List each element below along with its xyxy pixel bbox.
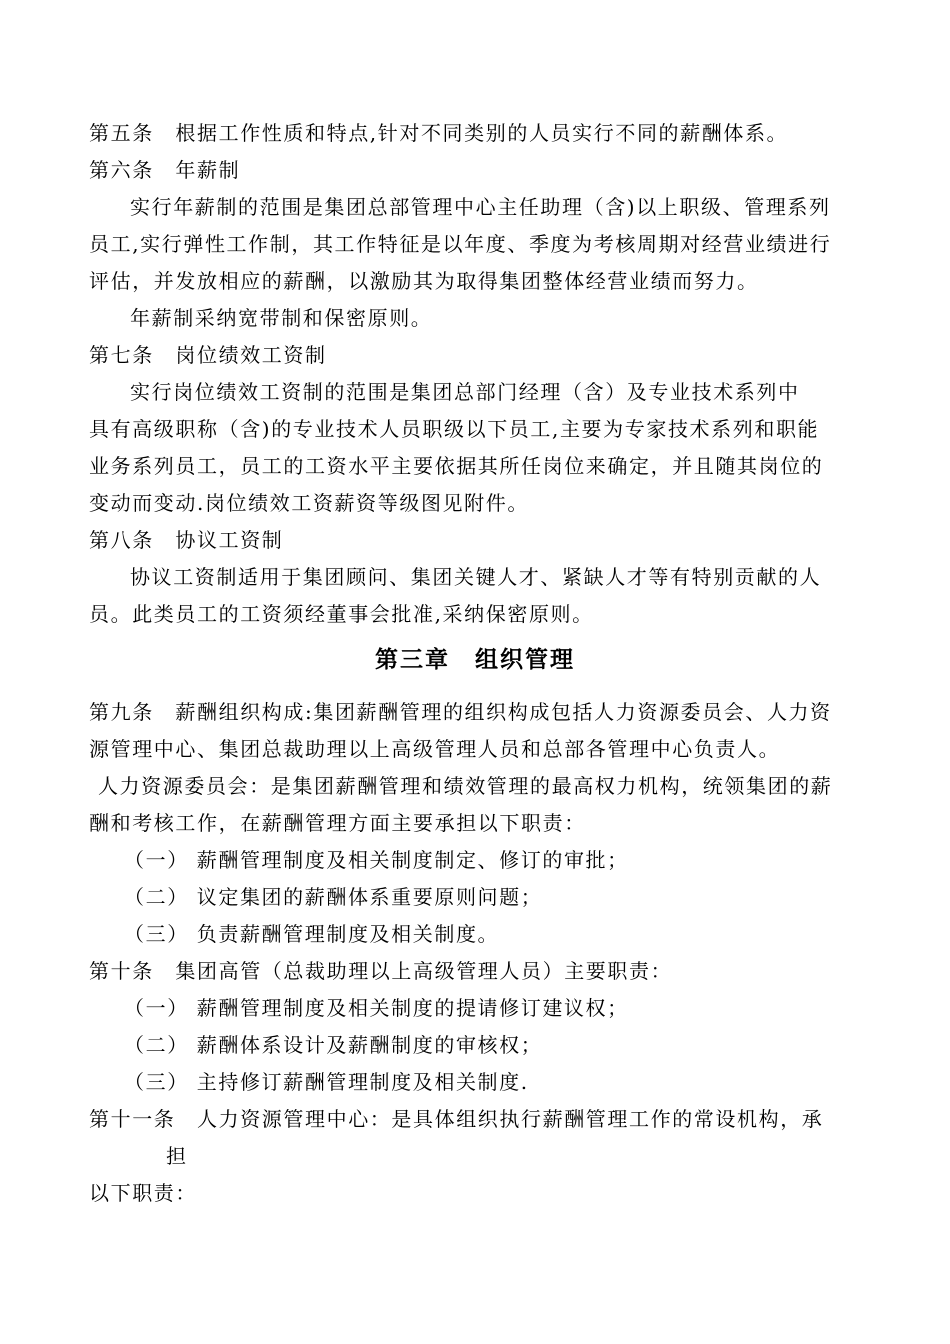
article-6-title: 第六条 年薪制 [89,158,241,182]
chapter-heading: 第三章 组织管理 [375,647,575,673]
article-7-paragraph-line: 业务系列员工，员工的工资水平主要依据其所任岗位来确定，并且随其岗位的 [89,454,824,478]
article-6-paragraph-line: 评估，并发放相应的薪酬，以激励其为取得集团整体经营业绩而努力。 [89,269,759,293]
article-9-line: 源管理中心、集团总裁助理以上高级管理人员和总部各管理中心负责人。 [89,737,781,761]
article-6-paragraph-line: 实行年薪制的范围是集团总部管理中心主任助理（含)以上职级、管理系列 [130,195,831,219]
list-item: （一） 薪酬管理制度及相关制度制定、修订的审批； [124,848,629,872]
list-item: （二） 薪酬体系设计及薪酬制度的审核权； [124,1033,543,1057]
article-9: 第九条 薪酬组织构成:集团薪酬管理的组织构成包括人力资源委员会、人力资 [89,700,832,724]
list-item: （一） 薪酬管理制度及相关制度的提请修订建议权； [124,996,629,1020]
article-7-paragraph-line: 实行岗位绩效工资制的范围是集团总部门经理（含）及专业技术系列中 [130,380,800,404]
article-7-paragraph-line: 具有高级职称（含)的专业技术人员职级以下员工,主要为专家技术系列和职能 [89,417,820,441]
hr-committee-paragraph-line: 酬和考核工作，在薪酬管理方面主要承担以下职责： [89,811,586,835]
list-item: （二） 议定集团的薪酬体系重要原则问题； [124,885,543,909]
article-10: 第十条 集团高管（总裁助理以上高级管理人员）主要职责： [89,959,673,983]
article-7-title: 第七条 岗位绩效工资制 [89,343,327,367]
article-8-title: 第八条 协议工资制 [89,528,284,552]
list-item: （三） 负责薪酬管理制度及相关制度。 [124,922,500,946]
article-11: 第十一条 人力资源管理中心：是具体组织执行薪酬管理工作的常设机构，承 [89,1107,824,1131]
hr-committee-paragraph-line: 人力资源委员会：是集团薪酬管理和绩效管理的最高权力机构，统领集团的薪 [98,774,833,798]
article-8-paragraph-line: 协议工资制适用于集团顾问、集团关键人才、紧缺人才等有特别贡献的人 [130,565,822,589]
article-7-paragraph-line: 变动而变动.岗位绩效工资薪资等级图见附件。 [89,491,529,515]
article-11-wrap: 担 [166,1144,188,1168]
article-6-paragraph-line: 员工,实行弹性工作制，其工作特征是以年度、季度为考核周期对经营业绩进行 [89,232,832,256]
article-11-continuation: 以下职责： [89,1181,197,1205]
article-5: 第五条 根据工作性质和特点,针对不同类别的人员实行不同的薪酬体系。 [89,121,789,145]
list-item: （三） 主持修订薪酬管理制度及相关制度. [124,1070,529,1094]
article-6-paragraph-line: 年薪制采纳宽带制和保密原则。 [130,306,433,330]
article-8-paragraph-line: 员。此类员工的工资须经董事会批准,采纳保密原则。 [89,602,594,626]
